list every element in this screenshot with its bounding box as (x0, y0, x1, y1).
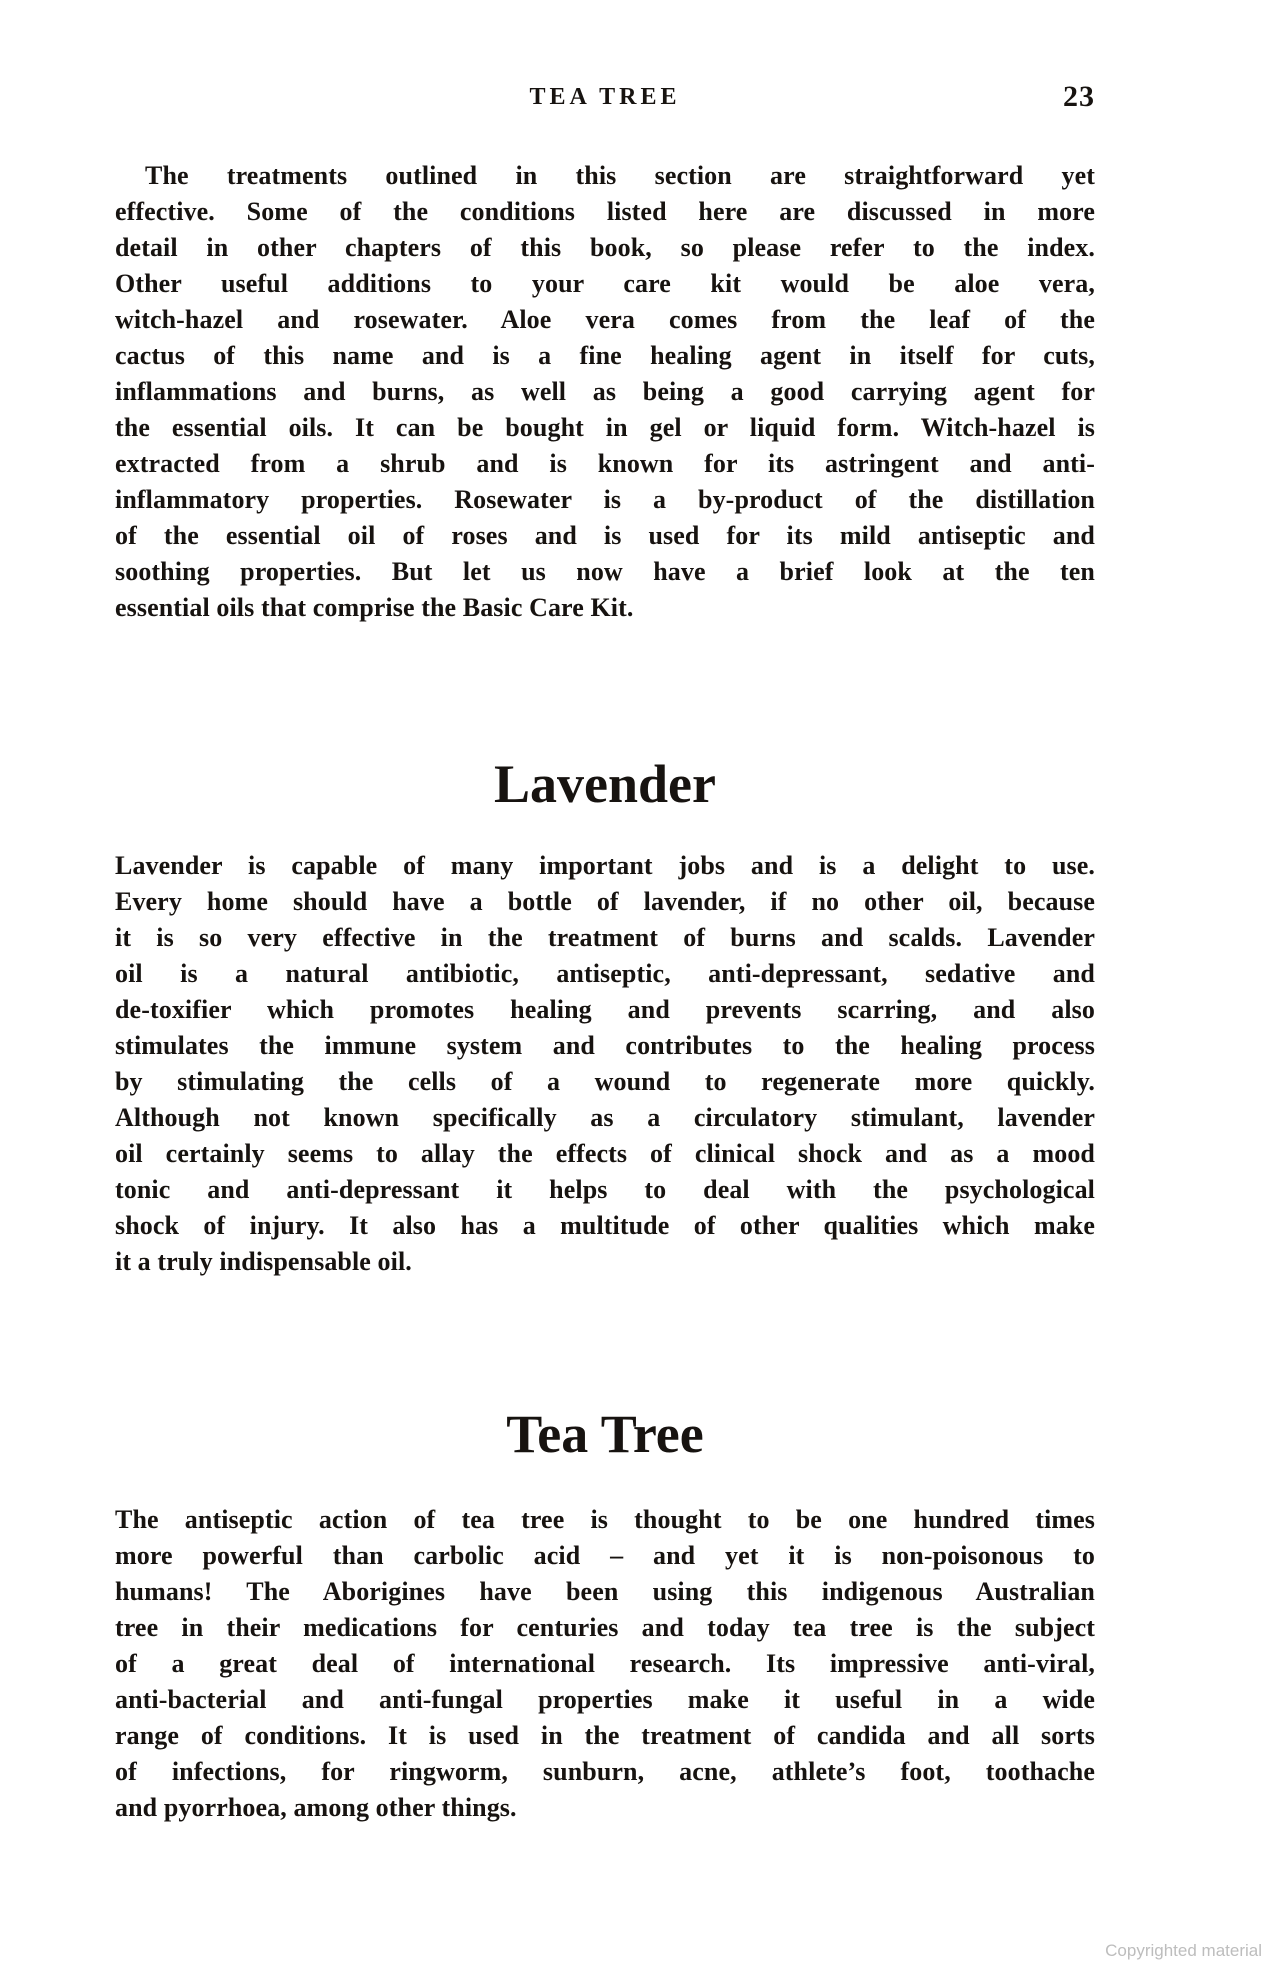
text-line: The treatments outlined in this section are straightforward yet (145, 161, 1095, 190)
tea-tree-heading: Tea Tree (506, 1404, 704, 1464)
text-line: The antiseptic action of tea tree is thought to be one hundred times (115, 1505, 1095, 1534)
text-line: Lavender is capable of many important jobs and is a delight to use. (115, 851, 1095, 880)
text-line: inflammatory properties. Rosewater is a by-product of the distillation (115, 485, 1095, 514)
text-line: and pyorrhoea, among other things. (115, 1793, 517, 1822)
text-line: by stimulating the cells of a wound to regenerate more quickly. (115, 1067, 1095, 1096)
text-line: oil certainly seems to allay the effects of clinical shock and as a mood (115, 1139, 1095, 1168)
text-line: Other useful additions to your care kit would be aloe vera, (115, 269, 1095, 298)
text-line: humans! The Aborigines have been using this indigenous Australian (115, 1577, 1095, 1606)
lavender-heading: Lavender (494, 754, 716, 814)
text-line: the essential oils. It can be bought in gel or liquid form. Witch-hazel is (115, 413, 1095, 442)
text-line: Although not known specifically as a circulatory stimulant, lavender (115, 1103, 1095, 1132)
text-line: tree in their medications for centuries and today tea tree is the subject (115, 1613, 1095, 1642)
text-line: tonic and anti-depressant it helps to deal with the psychological (115, 1175, 1095, 1204)
text-line: oil is a natural antibiotic, antiseptic, anti-depressant, sedative and (115, 959, 1095, 988)
text-line: inflammations and burns, as well as being a good carrying agent for (115, 377, 1095, 406)
text-line: it a truly indispensable oil. (115, 1247, 412, 1276)
text-line: detail in other chapters of this book, so please refer to the index. (115, 233, 1095, 262)
text-line: Every home should have a bottle of lavender, if no other oil, because (115, 887, 1095, 916)
text-line: soothing properties. But let us now have a brief look at the ten (115, 557, 1095, 586)
text-line: of the essential oil of roses and is used for its mild antiseptic and (115, 521, 1095, 550)
text-line: witch-hazel and rosewater. Aloe vera comes from the leaf of the (115, 305, 1095, 334)
running-head: TEA TREE (529, 84, 681, 110)
text-line: shock of injury. It also has a multitude of other qualities which make (115, 1211, 1095, 1240)
page-header (115, 80, 1095, 124)
text-line: stimulates the immune system and contributes to the healing process (115, 1031, 1095, 1060)
text-line: essential oils that comprise the Basic Care Kit. (115, 593, 634, 622)
text-line: of a great deal of international research. Its impressive anti-viral, (115, 1649, 1095, 1678)
text-line: more powerful than carbolic acid – and yet it is non-poisonous to (115, 1541, 1095, 1570)
lavender-paragraph (115, 848, 1095, 1280)
text-line: extracted from a shrub and is known for its astringent and anti- (115, 449, 1095, 478)
text-line: cactus of this name and is a fine healing agent in itself for cuts, (115, 341, 1095, 370)
tea-tree-paragraph (115, 1502, 1095, 1826)
text-line: of infections, for ringworm, sunburn, acne, athlete’s foot, toothache (115, 1757, 1095, 1786)
text-line: effective. Some of the conditions listed here are discussed in more (115, 197, 1095, 226)
page-number: 23 (1063, 80, 1095, 113)
intro-paragraph (115, 158, 1095, 626)
text-line: anti-bacterial and anti-fungal properties make it useful in a wide (115, 1685, 1095, 1714)
text-line: de-toxifier which promotes healing and prevents scarring, and also (115, 995, 1095, 1024)
copyright-watermark: Copyrighted material (1105, 1941, 1262, 1960)
text-line: range of conditions. It is used in the treatment of candida and all sorts (115, 1721, 1095, 1750)
text-line: it is so very effective in the treatment of burns and scalds. Lavender (115, 923, 1095, 952)
